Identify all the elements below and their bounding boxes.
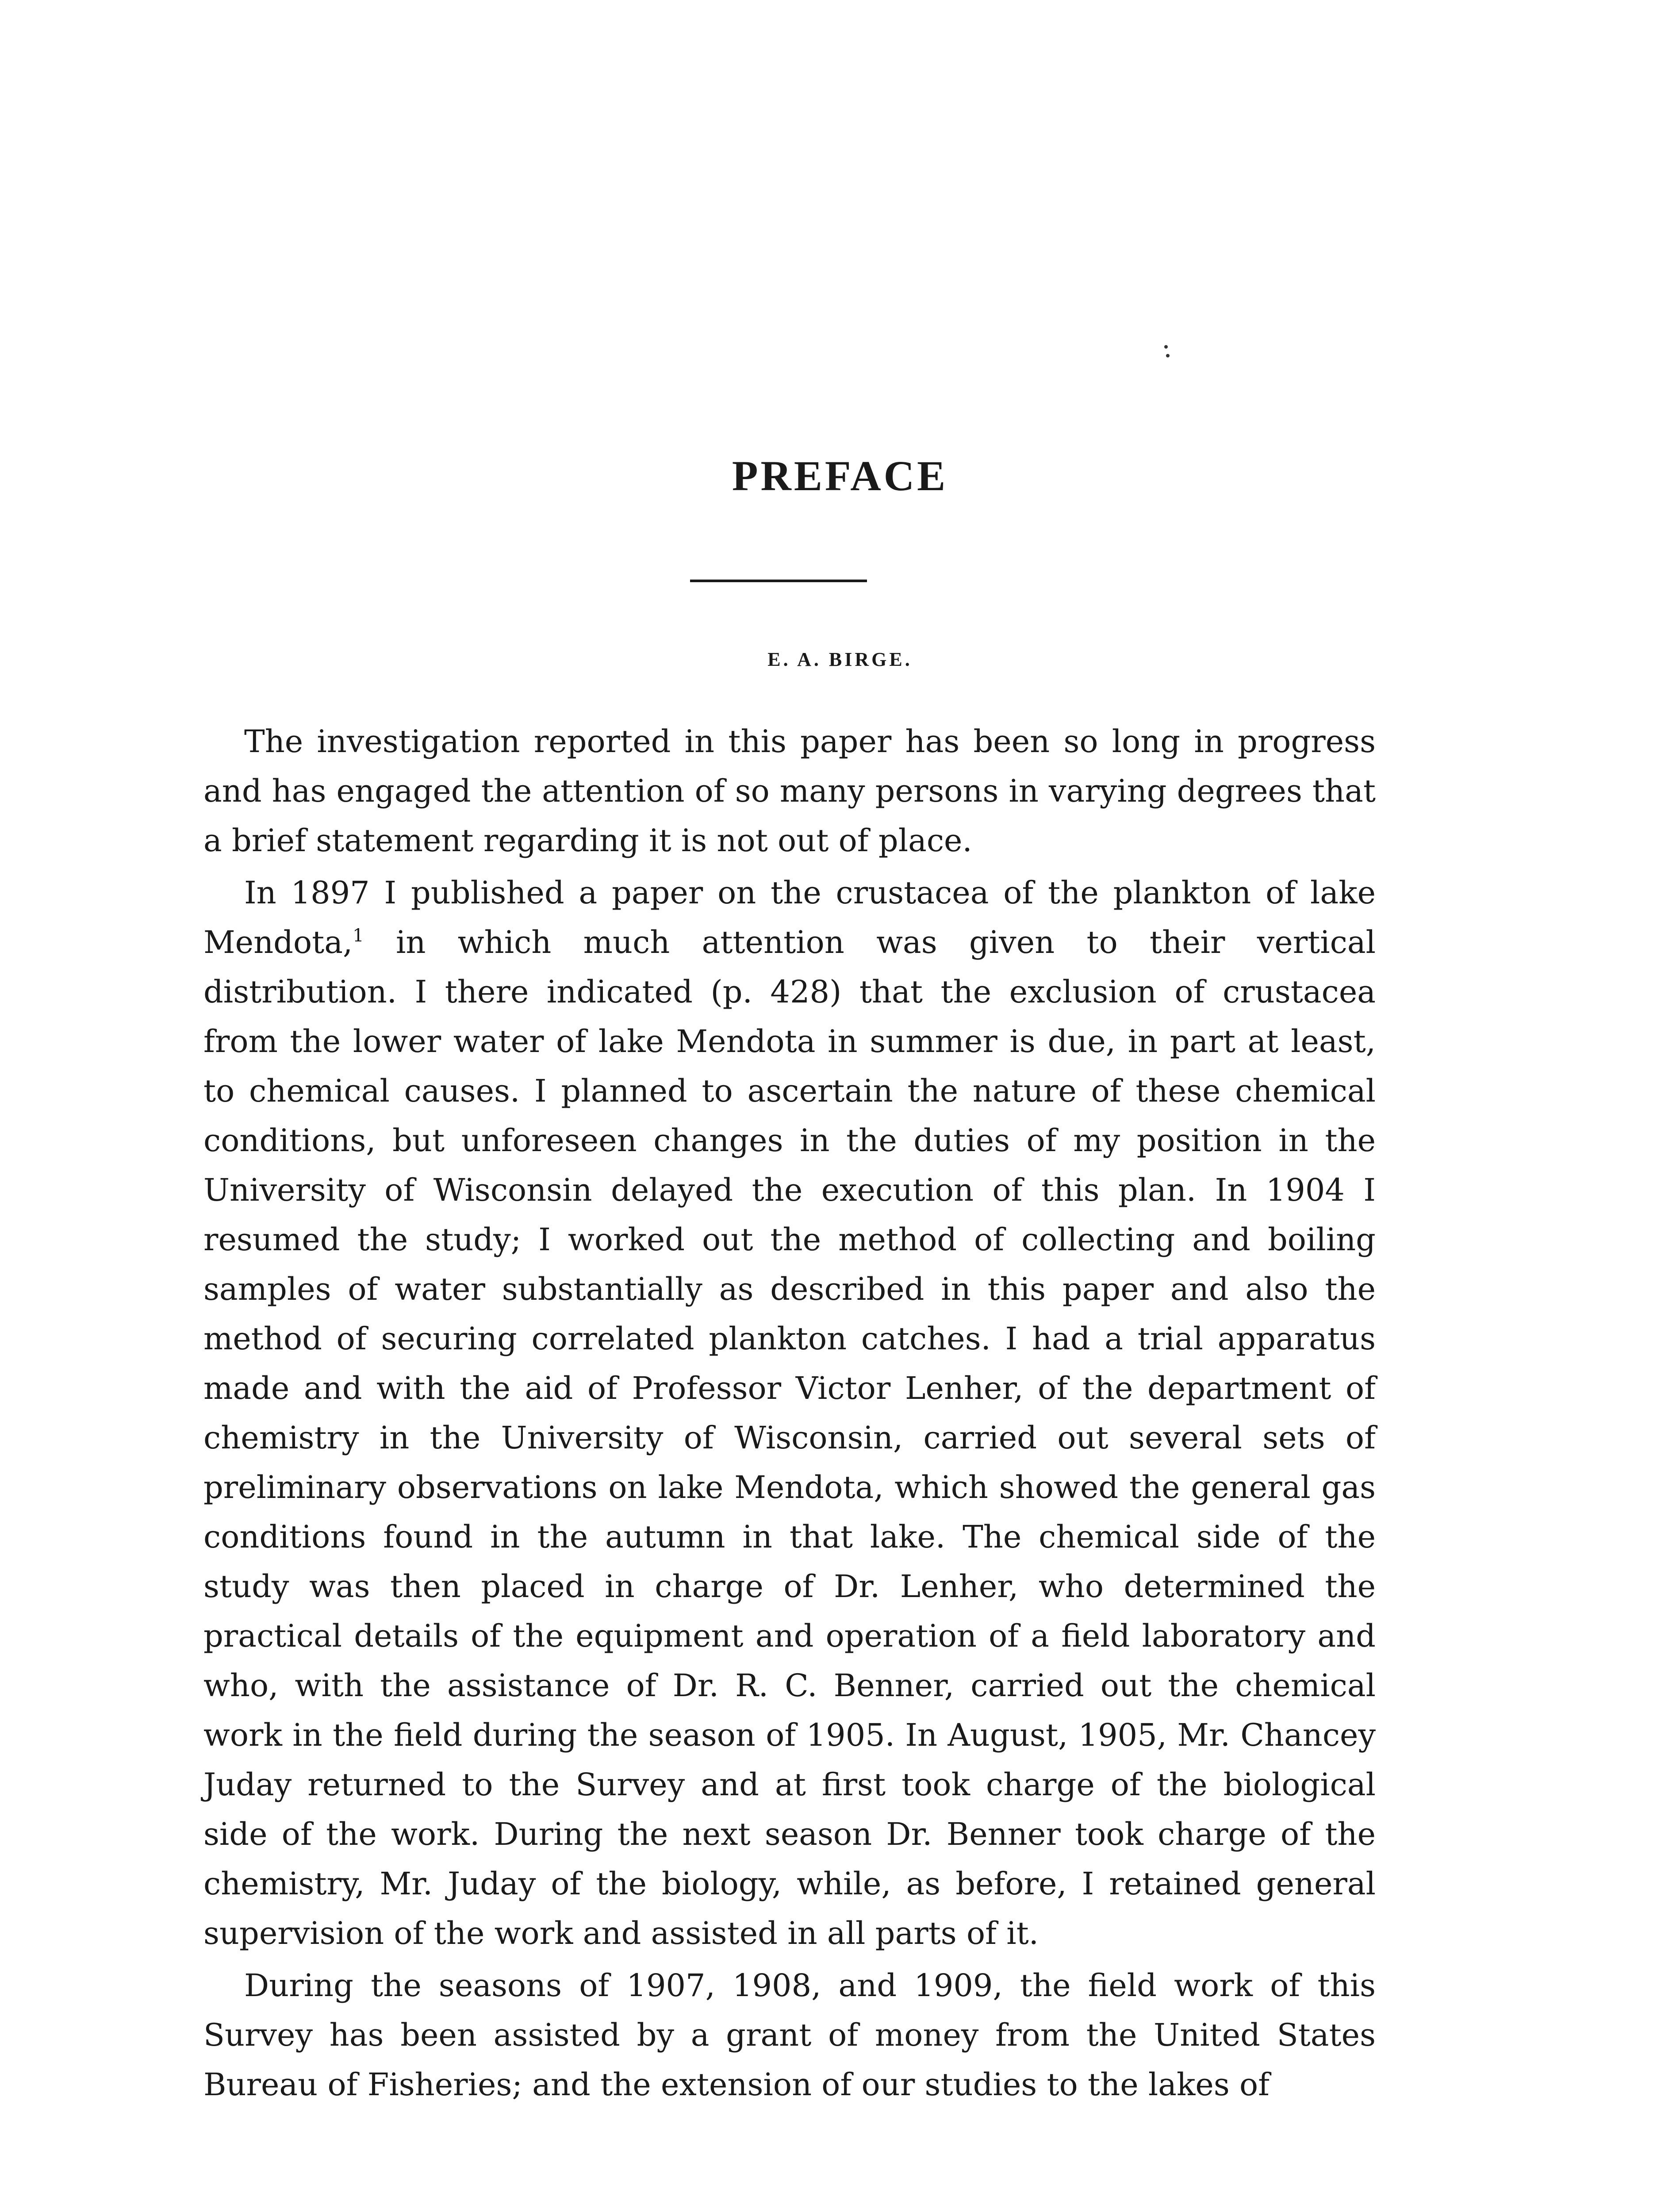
print-speck [1166, 354, 1170, 357]
paragraph-text: In 1897 I published a paper on the crustacea of the plankton of lake Mendota, [203, 875, 1376, 960]
paragraph-text: in which much attention was given to their vertical distribution. I there indicated (p. 428) that the exclusion of crustacea from the lower water of lake Mendota in summer is due, in part at least, to chemical causes. I planned to ascertain the nature of these chemical conditions, but unforeseen changes in the duties of my position in the University of Wisconsin delayed the execution of this plan. In 1904 I resumed the study; I worked out the method of collecting and boiling samples of water substantially as described in this paper and also the method of securing correlated plankton catches. I had a trial apparatus made and with the aid of Professor Victor Lenher, of the department of chemistry in the University of Wisconsin, carried out several sets of preliminary observations on lake Mendota, which showed the general gas conditions found in the autumn in that lake. The chemical side of the study was then placed in charge of Dr. Lenher, who determined the practical details of the equipment and operation of a field laboratory and who, with the assistance of Dr. R. C. Benner, carried out the chemical work in the field during the season of 1905. In August, 1905, Mr. Chancey Juday returned to the Survey and at first took charge of the biological side of the work. During the next season Dr. Benner took charge of the chemistry, Mr. Juday of the biology, while, as before, I retained general supervision of the work and assisted in all parts of it. [203, 924, 1376, 1951]
paragraph: During the seasons of 1907, 1908, and 1909, the field work of this Survey has been assisted by a grant of money from the United States Bureau of Fisheries; and the extension of our studies to the lakes of [203, 1967, 1376, 2103]
paragraph [203, 868, 1376, 1958]
body-text [203, 717, 1376, 2109]
author-line: E. A. BIRGE. [767, 649, 913, 670]
print-speck [1164, 345, 1168, 349]
title-divider [690, 580, 867, 582]
page-title: PREFACE [732, 452, 948, 499]
paragraph: The investigation reported in this paper has been so long in progress and has engaged the attention of so many persons in varying degrees that a brief statement regarding it is not out of place. [203, 723, 1376, 859]
footnote-reference: 1 [353, 926, 364, 946]
